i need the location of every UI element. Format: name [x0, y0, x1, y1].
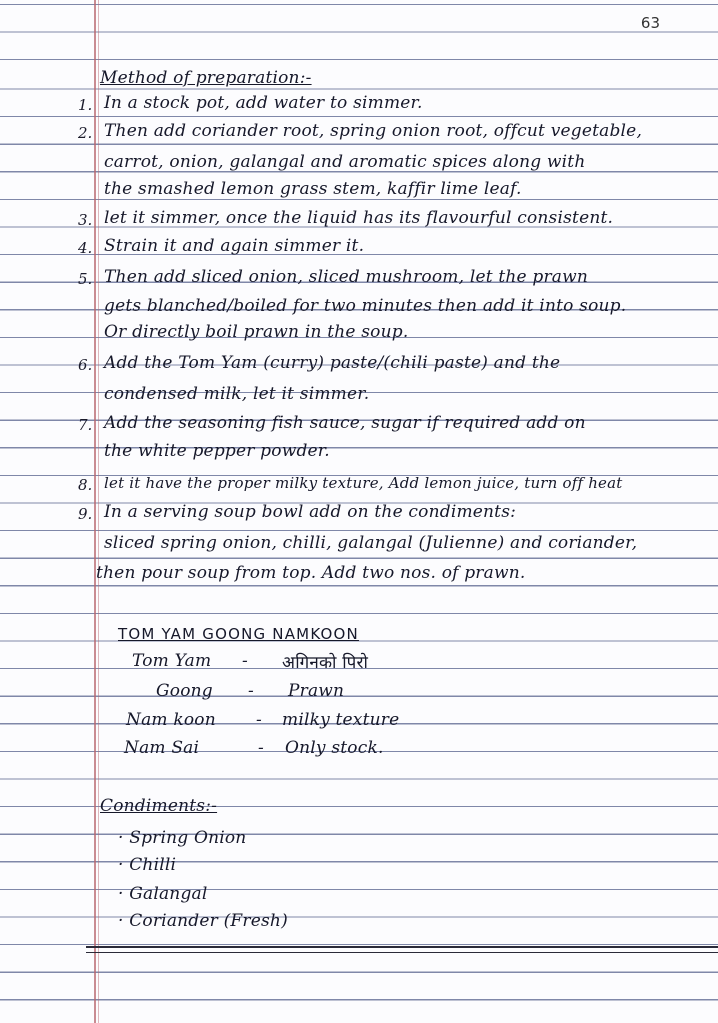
glossary-meaning: Prawn	[288, 681, 345, 701]
glossary-dash: -	[256, 710, 262, 730]
page-number: 63	[640, 14, 660, 32]
condiment-item: · Galangal	[118, 884, 208, 904]
end-rule-secondary	[86, 952, 718, 953]
glossary-term: Nam koon	[126, 710, 216, 730]
glossary-meaning: milky texture	[282, 710, 400, 730]
step-line: sliced spring onion, chilli, galangal (Julienne) and coriander,	[104, 533, 638, 553]
step-number: 6.	[78, 356, 93, 374]
glossary-term: Nam Sai	[124, 738, 200, 758]
step-line: carrot, onion, galangal and aromatic spices along with	[104, 152, 586, 172]
step-line: Or directly boil prawn in the soup.	[104, 322, 409, 342]
condiment-label: Coriander (Fresh)	[129, 911, 288, 931]
step-number: 1.	[78, 96, 93, 114]
glossary-dash: -	[258, 738, 264, 758]
condiment-label: Chilli	[129, 855, 177, 875]
step-number: 4.	[78, 239, 93, 257]
step-line: then pour soup from top. Add two nos. of prawn.	[96, 563, 526, 583]
step-line: In a stock pot, add water to simmer.	[104, 93, 423, 113]
condiments-heading: Condiments:-	[100, 796, 218, 816]
glossary-dash: -	[248, 681, 254, 701]
step-line: let it simmer, once the liquid has its flavourful consistent.	[104, 208, 614, 228]
step-number: 7.	[78, 416, 93, 434]
step-line: condensed milk, let it simmer.	[104, 384, 370, 404]
step-line: the smashed lemon grass stem, kaffir lime leaf.	[104, 179, 522, 199]
step-line: Add the seasoning fish sauce, sugar if required add on	[104, 413, 586, 433]
step-line: Add the Tom Yam (curry) paste/(chili paste) and the	[104, 353, 561, 373]
step-number: 3.	[78, 211, 93, 229]
method-title: Method of preparation:-	[100, 68, 312, 88]
glossary-term: Goong	[156, 681, 213, 701]
condiment-item: · Spring Onion	[118, 828, 247, 848]
step-line: gets blanched/boiled for two minutes then add it into soup.	[104, 296, 627, 316]
glossary-term: Tom Yam	[132, 651, 212, 671]
end-rule	[86, 946, 718, 948]
step-line: Strain it and again simmer it.	[104, 236, 365, 256]
step-line: Then add sliced onion, sliced mushroom, let the prawn	[104, 267, 589, 287]
step-number: 5.	[78, 270, 93, 288]
step-line: the white pepper powder.	[104, 441, 330, 461]
margin-line	[94, 0, 96, 1023]
condiment-item: · Coriander (Fresh)	[118, 911, 288, 931]
glossary-meaning: Only stock.	[285, 738, 384, 758]
condiment-label: Galangal	[129, 884, 208, 904]
step-number: 2.	[78, 124, 93, 142]
margin-line-secondary	[98, 0, 99, 1023]
condiment-label: Spring Onion	[129, 828, 247, 848]
glossary-dash: -	[242, 651, 248, 671]
condiment-item: · Chilli	[118, 855, 177, 875]
glossary-heading: TOM YAM GOONG NAMKOON	[118, 625, 359, 643]
glossary-meaning: अगिनको पिरो	[282, 653, 369, 673]
step-line: let it have the proper milky texture, Add lemon juice, turn off heat	[104, 474, 623, 492]
step-line: Then add coriander root, spring onion root, offcut vegetable,	[104, 121, 643, 141]
step-number: 9.	[78, 505, 93, 523]
step-line: In a serving soup bowl add on the condiments:	[104, 502, 517, 522]
step-number: 8.	[78, 476, 93, 494]
